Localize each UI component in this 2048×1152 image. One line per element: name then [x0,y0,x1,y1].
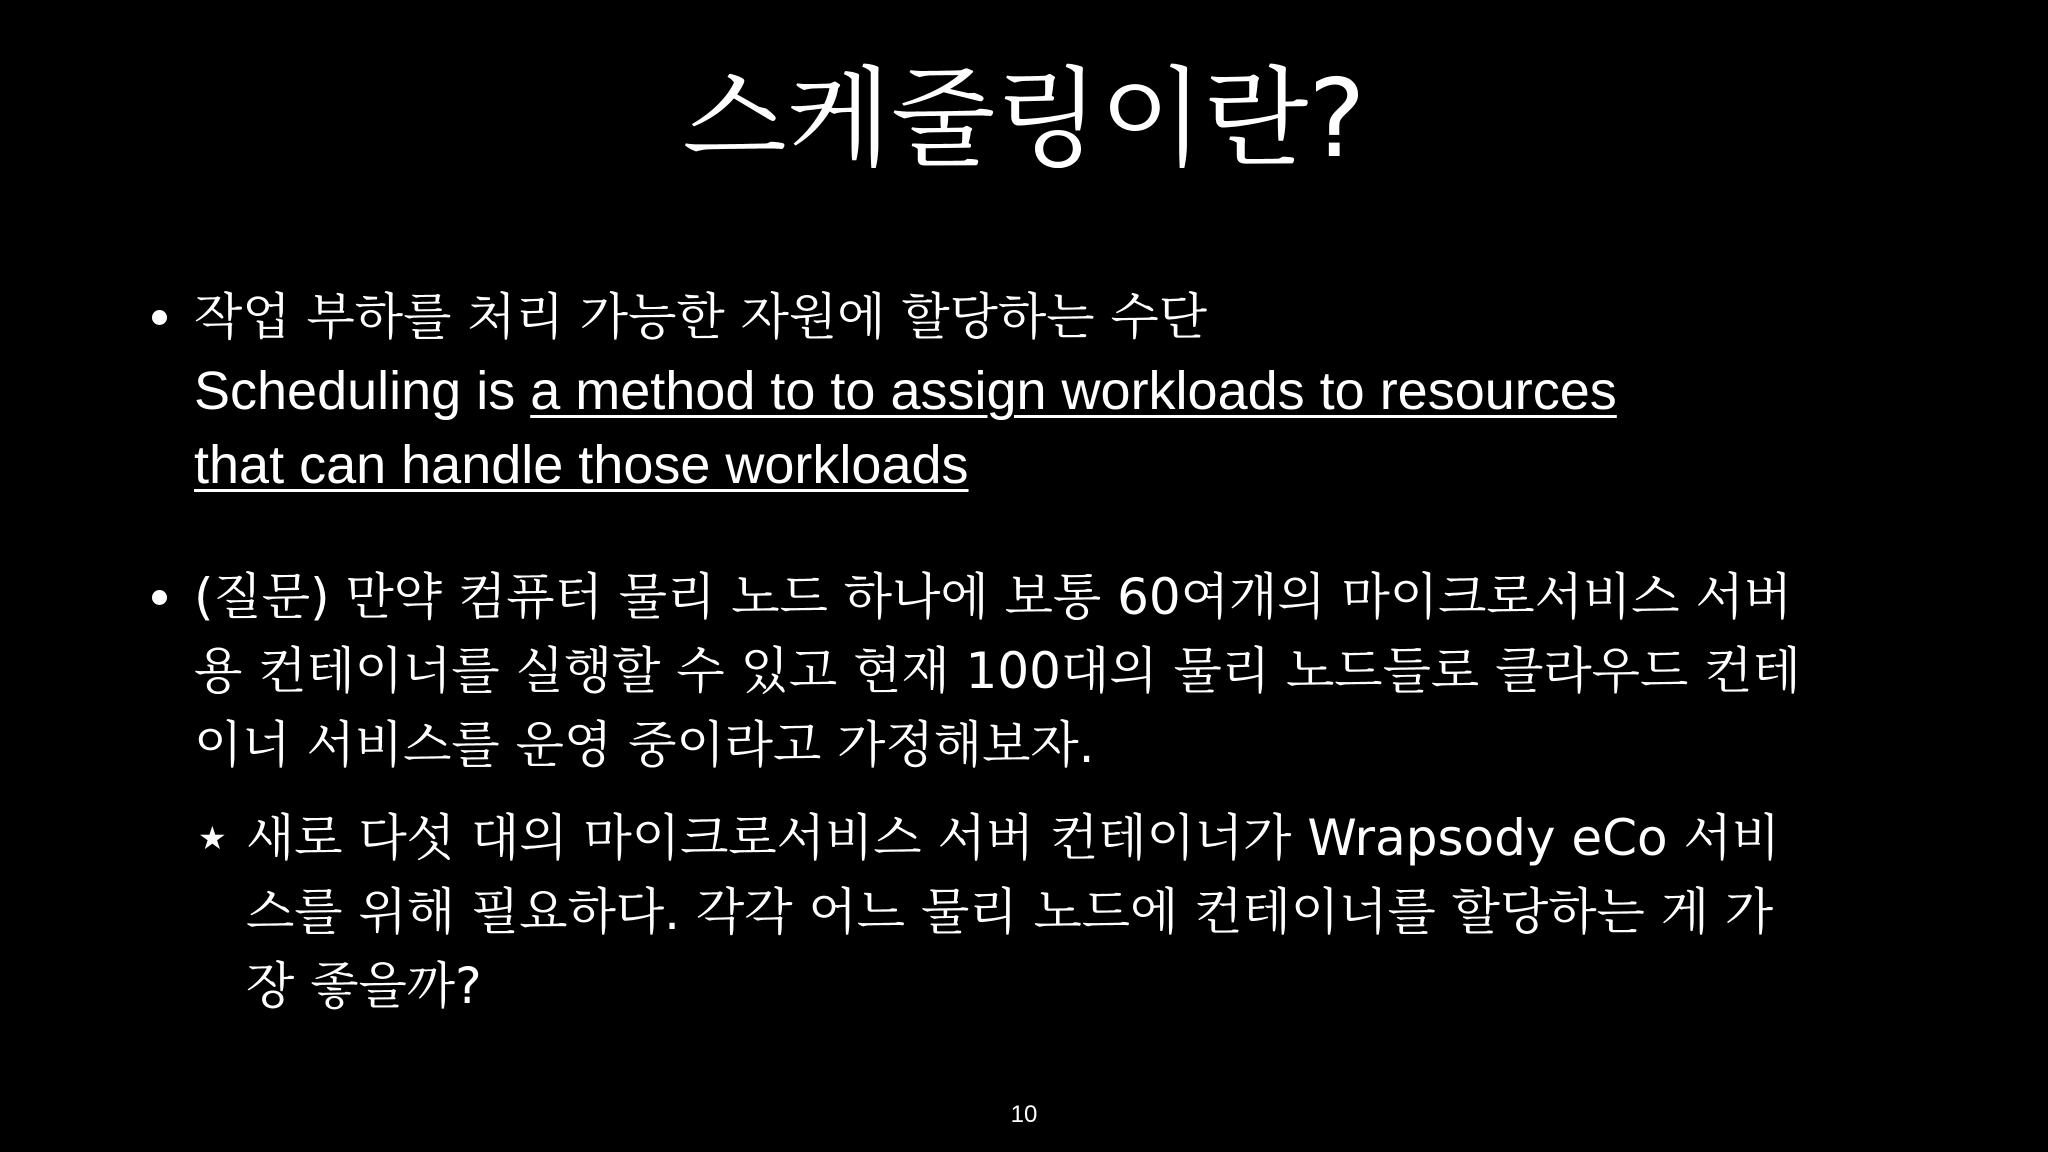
sub-bullet-question [198,801,1898,1023]
slide-title: 스케줄링이란? [682,57,1366,182]
korean-definition: 작업 부하를 처리 가능한 자원에 할당하는 수단 [194,288,1208,346]
page-number: 10 [1010,1101,1038,1128]
english-definition-line-1 [194,354,1890,428]
english-definition-prefix: Scheduling is [194,361,531,421]
sub-question-line-1: 새로 다섯 대의 마이크로서비스 서버 컨테이너가 Wrapsody eCo 서비 [246,809,1781,867]
english-definition-underlined-2: that can handle those workloads [194,435,969,495]
sub-question-line-2: 스를 위해 필요하다. 각각 어느 물리 노드에 컨테이너를 할당하는 게 가 [246,883,1774,941]
question-line-2: 용 컨테이너를 실행할 수 있고 현재 100대의 물리 노드들로 클라우드 컨테 [194,642,1801,700]
bullet-scheduling-definition [150,280,1890,502]
question-line-3: 이너 서비스를 운영 중이라고 가정해보자. [194,716,1095,774]
bullet-content [194,560,1890,782]
star-icon: ★ [198,819,227,857]
bullet-question [150,560,1890,782]
sub-question-line-3: 장 좋을까? [246,957,482,1015]
bullet-content [194,280,1890,502]
english-definition-underlined-1: a method to to assign workloads to resources [530,361,1617,421]
question-line-1: (질문) 만약 컴퓨터 물리 노드 하나에 보통 60여개의 마이크로서비스 서버 [194,568,1793,626]
sub-bullet-content [246,801,1898,1023]
